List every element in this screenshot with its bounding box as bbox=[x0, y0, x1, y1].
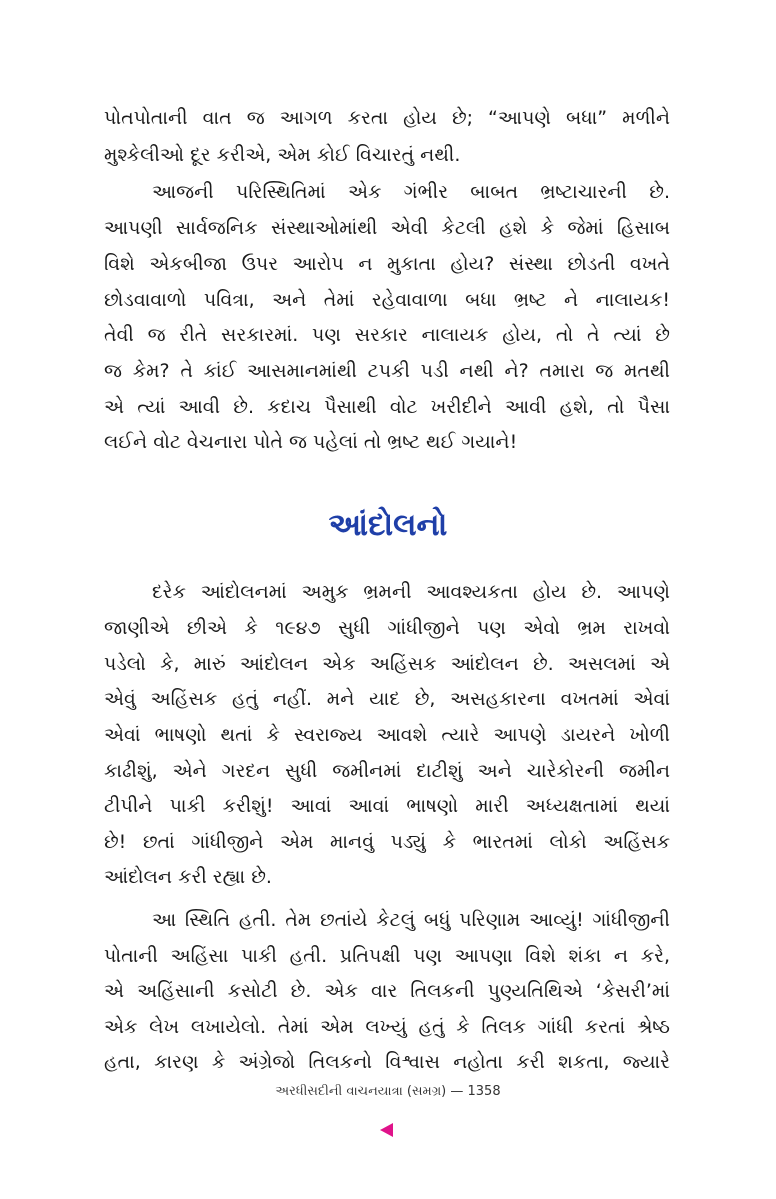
para4-line-3: એ અહિંસાની કસોટી છે. એક વાર તિલકની પુણ્યતિથિએ ‘કેસરી’માં bbox=[104, 980, 670, 1002]
para3-line-6: કાઢીશું, એને ગરદન સુધી જમીનમાં દાટીશું અને ચારેકોરની જમીન bbox=[104, 760, 670, 782]
para3-line-7: ટીપીને પાકી કરીશું! આવાં આવાં ભાષણો મારી અધ્યક્ષતામાં થયાં bbox=[104, 795, 670, 817]
para2-line-1: આજની પરિસ્થિતિમાં એક ગંભીર બાબત ભ્રષ્ટાચારની છે. bbox=[152, 181, 670, 203]
para3-line-1: દરેક આંદોલનમાં અમુક ભ્રમની આવશ્યકતા હોય છે. આપણે bbox=[152, 581, 670, 603]
para4-line-1: આ સ્થિતિ હતી. તેમ છતાંયે કેટલું બધું પરિણામ આવ્યું! ગાંધીજીની bbox=[152, 909, 670, 931]
section-heading: આંદોલનો bbox=[328, 507, 448, 543]
para2-line-8: લઈને વોટ વેચનારા પોતે જ પહેલાં તો ભ્રષ્ટ થઈ ગયાને! bbox=[104, 431, 518, 453]
para4-line-4: એક લેખ લખાયેલો. તેમાં એમ લખ્યું હતું કે તિલક ગાંધી કરતાં શ્રેષ્ઠ bbox=[104, 1016, 670, 1038]
para1-line-1: પોતપોતાની વાત જ આગળ કરતા હોય છે; “આપણે બધા” મળીને bbox=[104, 107, 670, 129]
para2-line-2: આપણી સાર્વજનિક સંસ્થાઓમાંથી એવી કેટલી હશે કે જેમાં હિસાબ bbox=[104, 217, 670, 239]
para3-line-4: એવું અહિંસક હતું નહીં. મને યાદ છે, અસહકારના વખતમાં એવાં bbox=[104, 688, 670, 710]
para2-line-3: વિશે એકબીજા ઉપર આરોપ ન મુકાતા હોય? સંસ્થા છોડતી વખતે bbox=[104, 253, 670, 275]
para3-line-5: એવાં ભાષણો થતાં કે સ્વરાજ્ય આવશે ત્યારે આપણે ડાયરને ખોળી bbox=[104, 724, 670, 746]
previous-page-arrow-icon[interactable] bbox=[380, 1123, 393, 1137]
para4-line-2: પોતાની અહિંસા પાકી હતી. પ્રતિપક્ષી પણ આપણા વિશે શંકા ન કરે, bbox=[104, 945, 670, 967]
para1-line-2: મુશ્કેલીઓ દૂર કરીએ, એમ કોઈ વિચારતું નથી. bbox=[104, 144, 461, 166]
para2-line-6: જ કેમ? તે કાંઈ આસમાનમાંથી ટપકી પડી નથી ને? તમારા જ મતથી bbox=[104, 360, 670, 382]
para3-line-2: જાણીએ છીએ કે ૧૯૪૭ સુધી ગાંધીજીને પણ એવો ભ્રમ રાખવો bbox=[104, 617, 670, 639]
para2-line-5: તેવી જ રીતે સરકારમાં. પણ સરકાર નાલાયક હોય, તો તે ત્યાં છે bbox=[104, 324, 670, 346]
para3-line-9: આંદોલન કરી રહ્યા છે. bbox=[104, 866, 272, 888]
para2-line-7: એ ત્યાં આવી છે. કદાચ પૈસાથી વોટ ખરીદીને આવી હશે, તો પૈસા bbox=[104, 396, 670, 418]
para3-line-3: પડેલો કે, મારું આંદોલન એક અહિંસક આંદોલન છે. અસલમાં એ bbox=[104, 653, 670, 675]
page-footer: અરધીસદીની વાચનયાત્રા (સમગ્ર) — 1358 bbox=[275, 1084, 501, 1099]
para3-line-8: છે! છતાં ગાંધીજીને એમ માનવું પડ્યું કે ભારતમાં લોકો અહિંસક bbox=[104, 831, 670, 853]
para4-line-5: હતા, કારણ કે અંગ્રેજો તિલકનો વિશ્વાસ નહોતા કરી શકતા, જ્યારે bbox=[104, 1051, 670, 1073]
para2-line-4: છોડવાવાળો પવિત્રા, અને તેમાં રહેવાવાળા બધા ભ્રષ્ટ ને નાલાયક! bbox=[104, 289, 670, 311]
